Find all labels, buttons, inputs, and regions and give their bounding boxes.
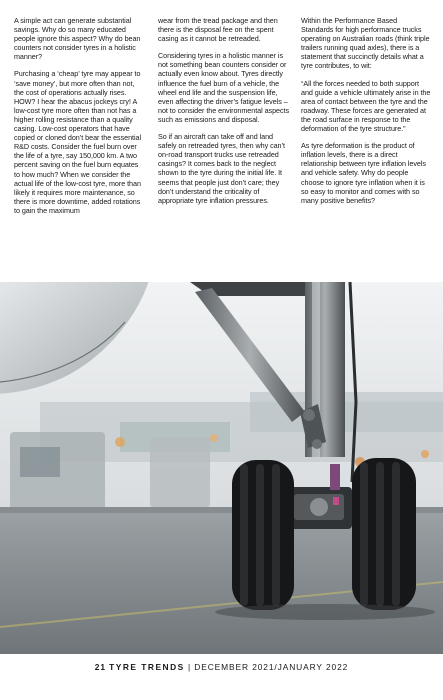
paragraph: As tyre deformation is the product of inflation levels, there is a direct relationship between tyre inflation levels and vehicle safety. Why do people choose to ignore tyre inflation when it is so easy to monitor and comes with so many positive benefits? [301, 141, 426, 205]
text-column-2 [158, 16, 290, 213]
text-column-3 [301, 16, 431, 213]
paragraph: wear from the tread package and then there is the disposal fee on the spent casing as it cannot be retreaded. [158, 16, 278, 44]
footer-separator: | [187, 662, 192, 672]
magazine-name: TYRE TRENDS [109, 662, 185, 672]
paragraph: A simple act can generate substantial savings. Why do so many educated people ignore this aspect? Why do bean counters not consider tyres in a holistic manner? [14, 16, 141, 62]
paragraph: Within the Performance Based Standards for high performance trucks operating on Australian roads (think triple trailers running quad axles), there is a statement that succinctly details what a tyre contributes, to wit: [301, 16, 430, 71]
paragraph: “All the forces needed to both support and guide a vehicle ultimately arise in the area of contact between the tyre and the roadway. These forces are generated at the road surface in response to the deformation of the tyre structure.” [301, 78, 431, 134]
issue-date: DECEMBER 2021/JANUARY 2022 [194, 662, 349, 672]
page-number: 21 [94, 662, 106, 672]
paragraph: Purchasing a ‘cheap’ tyre may appear to ‘save money’, but more often than not, the cost of operations actually rises. HOW? I hear the abacus jockeys cry! A low-cost tyre more often than not has a higher rolling resistance than a quality casing. Low-cost operators that have copied or cloned don’t bear the essential R&D costs. Consider the fuel burn over the life of a tyre, say 150,000 km. A two percent saving on the fuel burn equates to how much? When we consider the actual life of the low-cost tyre, more than likely it requires more maintenance, so there is more downtime, added rotations to gain the maximum [14, 69, 142, 215]
paragraph: Considering tyres in a holistic manner is not something bean counters consider or actually even know about. Tyres directly influence the fuel burn of a vehicle, the wheel end life and the suspension life, even affecting the driver’s fatigue levels – not to consider the environmental aspects such as emissions and disposal. [158, 51, 289, 124]
article-text [0, 0, 443, 282]
landing-gear-photo [0, 282, 443, 654]
landing-gear-illustration [0, 282, 443, 654]
page-footer [0, 662, 443, 686]
paragraph: So if an aircraft can take off and land safely on retreaded tyres, then why can’t on-road transport trucks use retreaded casings? It comes back to the neglect shown to the tyre during the initial life. It seems that people just don’t care; they don’t understand the criticality of appropriate tyre inflation pressures. [158, 132, 285, 205]
text-column-1 [14, 16, 144, 223]
